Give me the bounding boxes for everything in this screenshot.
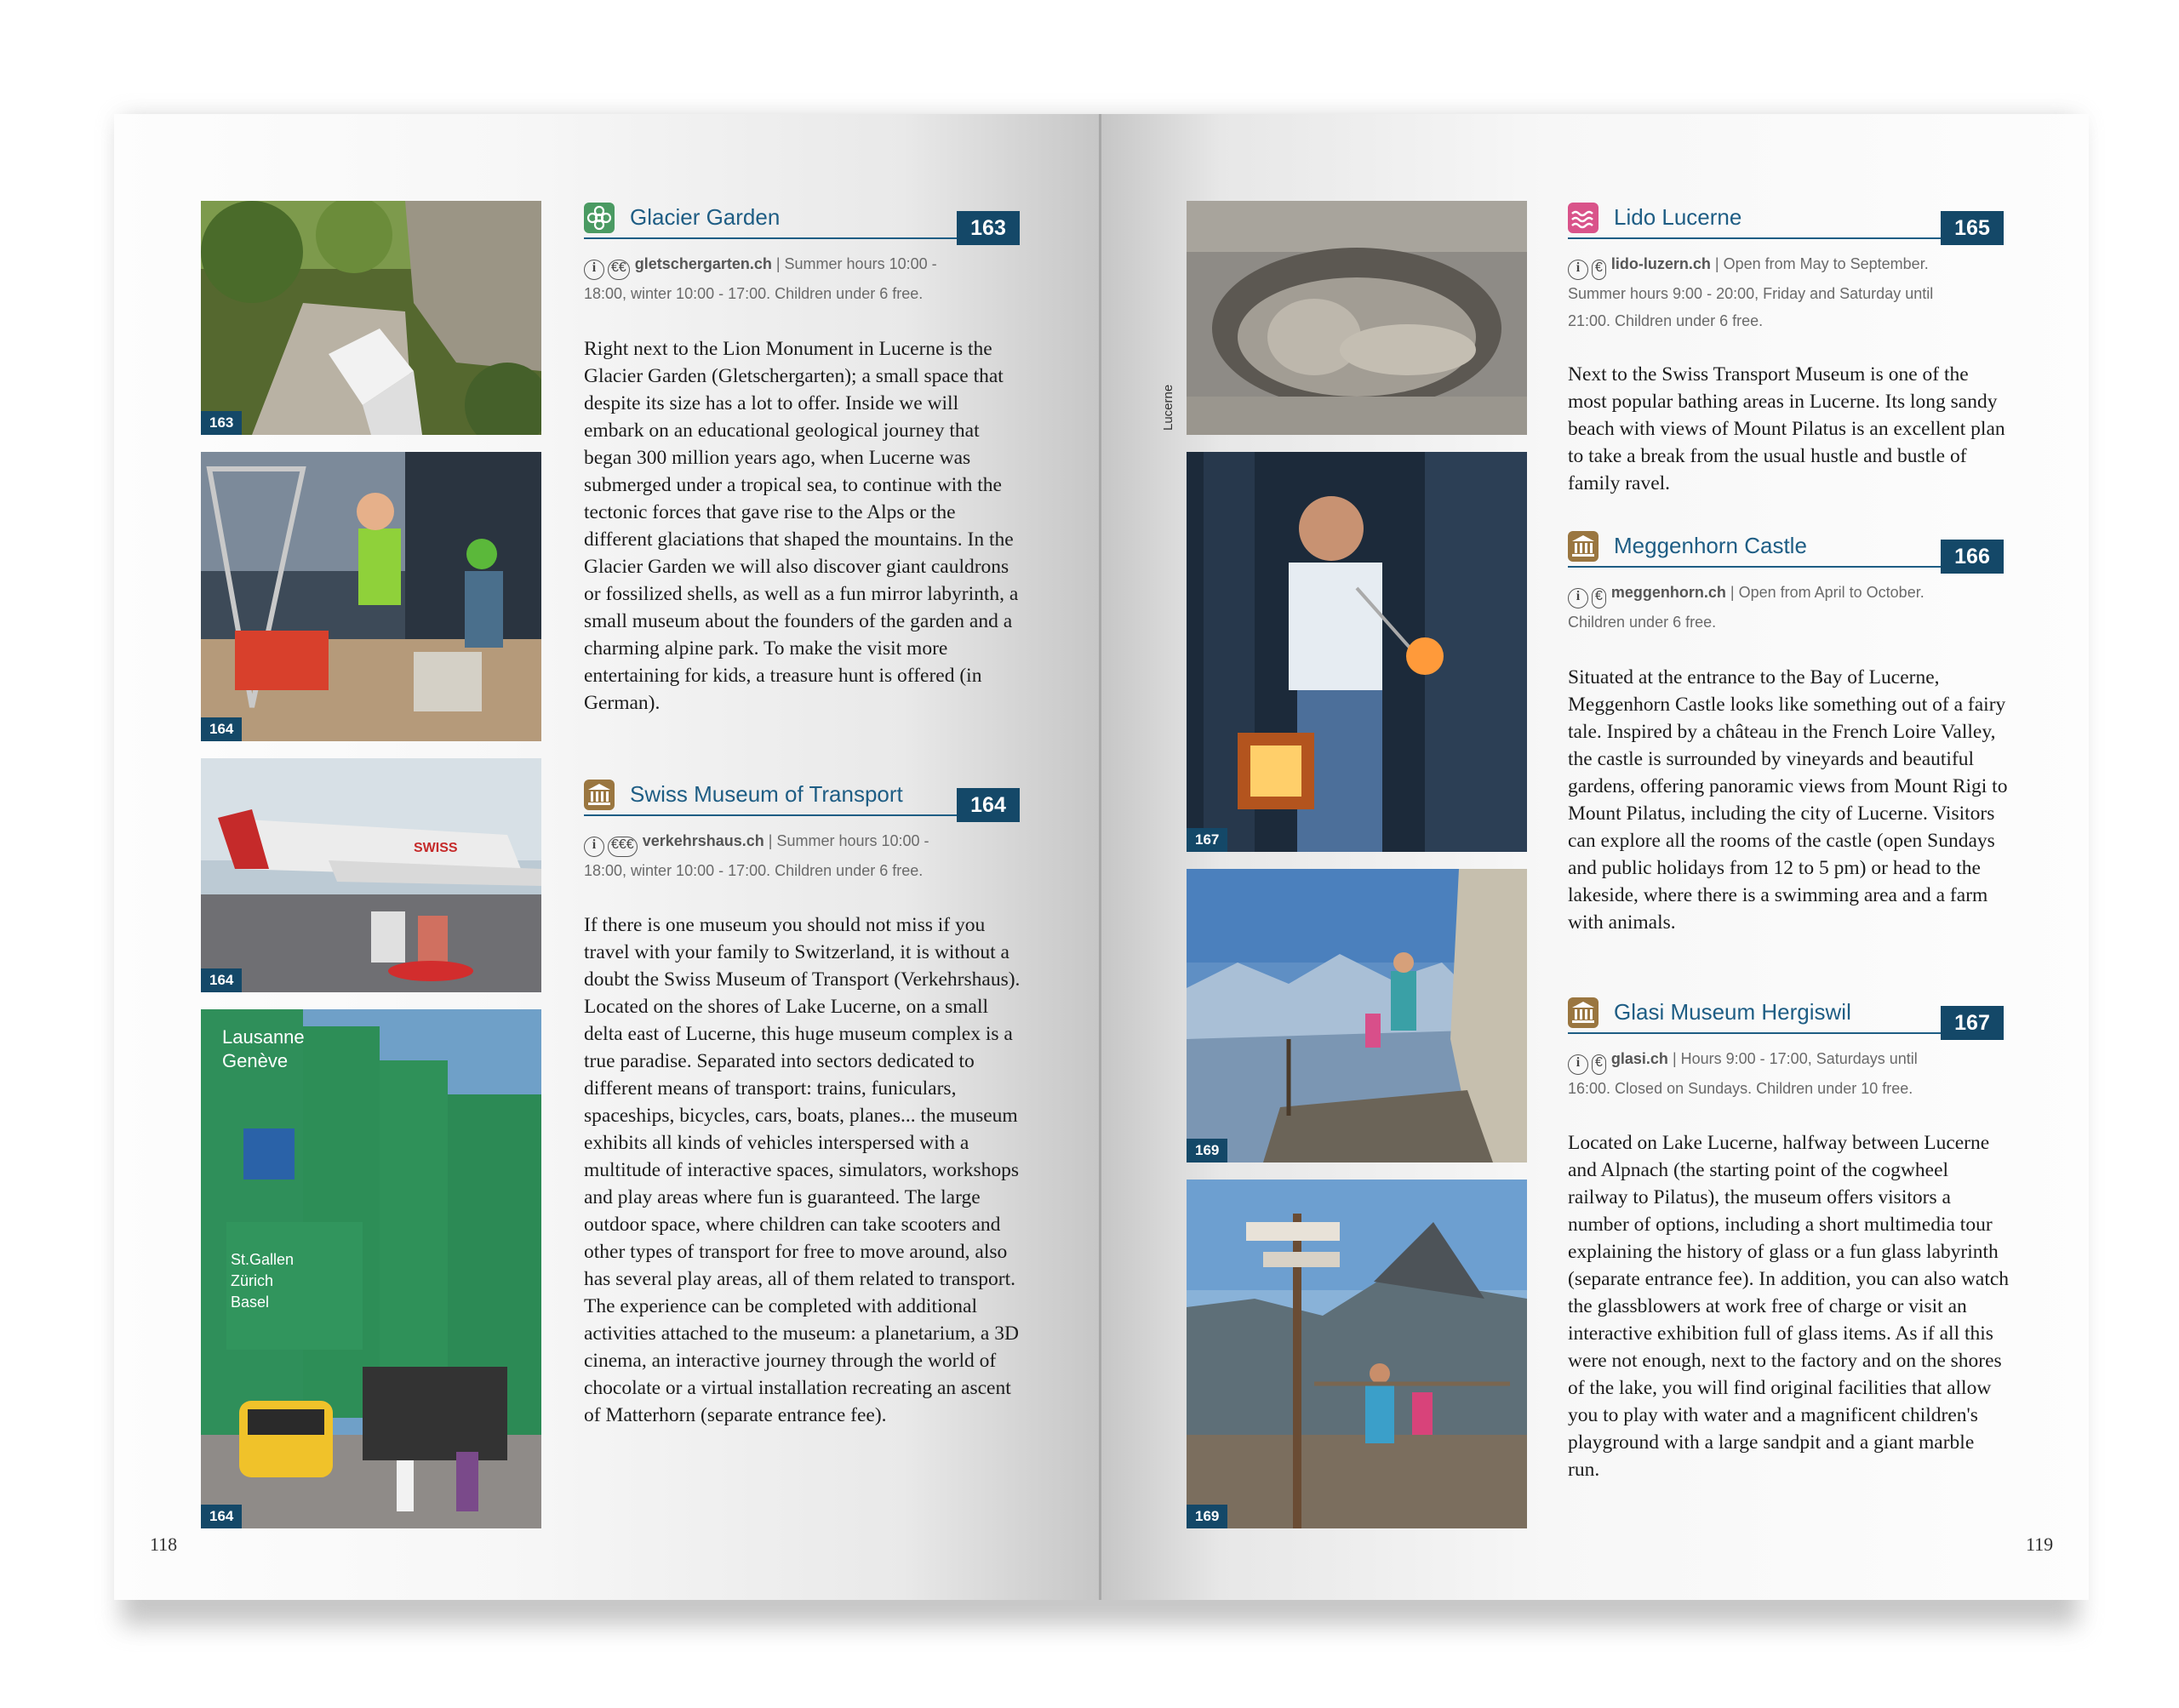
info-icon: i (584, 260, 604, 280)
website-link[interactable]: gletschergarten.ch (634, 255, 772, 272)
photo-number: 169 (1187, 1139, 1227, 1162)
photo-transport-signs (201, 1009, 541, 1528)
running-head: Lucerne (1161, 384, 1175, 431)
photo-transport-airplane (201, 758, 541, 992)
heading-rule (1568, 1032, 2004, 1034)
info-hours-continued: Children under 6 free. (1568, 614, 1717, 631)
flower-icon (584, 203, 615, 233)
photo-lion-monument (1187, 201, 1527, 435)
section-number-badge: 166 (1941, 540, 2004, 574)
right-page (1101, 114, 2089, 1600)
section-title: Swiss Museum of Transport (630, 781, 903, 807)
photo-pilatus-signpost (1187, 1180, 1527, 1528)
section-number-badge: 163 (957, 211, 1020, 245)
photo-number: 164 (201, 717, 242, 741)
photo-number: 163 (201, 411, 242, 435)
heading-rule (1568, 237, 2004, 239)
website-link[interactable]: meggenhorn.ch (1610, 584, 1726, 601)
svg-text:SWISS: SWISS (414, 841, 458, 855)
info-icon: i (1568, 260, 1588, 280)
info-icon: i (1568, 588, 1588, 608)
info-hours-continued: 18:00, winter 10:00 - 17:00. Children under 6 free. (584, 862, 924, 879)
info-hours: | Summer hours 10:00 - (771, 255, 937, 272)
info-hours: | Open from May to September. (1710, 255, 1929, 272)
photo-number: 164 (201, 1505, 242, 1528)
heading-rule (1568, 566, 2004, 568)
photo-glassblower (1187, 452, 1527, 852)
section-info (1568, 579, 2010, 636)
info-hours: | Open from April to October. (1725, 584, 1924, 601)
section-body: If there is one museum you should not miss if you travel with your family to Switzerland, it is without a doubt the Swiss Museum of Transport (Verkehrshaus). Located on the shores of Lake Lucerne, on a small delta east of Lucerne, this huge museum complex is a true paradise. Separated into sectors dedicated to different means of transport: trains, funiculars, spaceships, bicycles, cars, boats, planes... the museum exhibits all kinds of vehicles interspersed with a multitude of interactive spaces, simulators, workshops and play areas where fun is guaranteed. The large outdoor space, where children can take scooters and other types of transport for free to move around, also has several play areas, all of them related to transport. The experience can be completed with additional activities attached to the museum: a planetarium, a 3D cinema, an interactive journey through the world of chocolate or a virtual installation recreating an ascent of Matterhorn (separate entrance fee). (584, 914, 1021, 1426)
price-indicator: €€€ (608, 837, 638, 857)
section-heading-meggenhorn-castle (1568, 528, 2004, 567)
museum-icon (1568, 531, 1599, 562)
section-info (1568, 1045, 2010, 1102)
photo-transport-kids-crane (201, 452, 541, 741)
section-number-badge: 167 (1941, 1006, 2004, 1040)
svg-text:St.Gallen: St.Gallen (231, 1251, 295, 1268)
museum-icon (1568, 997, 1599, 1028)
info-icon: i (584, 837, 604, 857)
svg-text:Lausanne: Lausanne (222, 1026, 305, 1048)
info-hours: | Summer hours 10:00 - (764, 832, 929, 849)
website-link[interactable]: lido-luzern.ch (1610, 255, 1711, 272)
price-indicator: €€ (608, 260, 630, 280)
info-hours-continued: 18:00, winter 10:00 - 17:00. Children under 6 free. (584, 285, 924, 302)
museum-icon (584, 780, 615, 810)
photo-number: 169 (1187, 1505, 1227, 1528)
section-title: Meggenhorn Castle (1614, 533, 1807, 558)
price-indicator: € (1592, 588, 1606, 608)
section-info (1568, 250, 2010, 334)
photo-pilatus-viewpoint (1187, 869, 1527, 1162)
section-info (584, 827, 1027, 884)
svg-text:Basel: Basel (231, 1294, 270, 1311)
website-link[interactable]: verkehrshaus.ch (642, 832, 764, 849)
heading-rule (584, 237, 1020, 239)
section-body: Right next to the Lion Monument in Lucerne is the Glacier Garden (Gletschergarten); a small space that despite its size has a lot to offer. Inside we will embark on an educational geological journey that began 300 million years ago, when Lucerne was submerged under a tropical sea, to continue with the tectonic forces that gave rise to the Alps or the different glaciations that shaped the mountains. In the Glacier Garden we will also discover giant cauldrons or fossilized shells, as well as a fun mirror labyrinth, a small museum about the founders of the garden and a charming alpine park. To make the visit more entertaining for kids, a treasure hunt is offered (in German). (584, 338, 1019, 714)
section-body: Situated at the entrance to the Bay of Lucerne, Meggenhorn Castle looks like something out of a fairy tale. Inspired by a château in the French Loire Valley, the castle is surrounded by vineyards and beautiful gardens, offering panoramic views from Mount Rigi to Mount Pilatus, including the city of Lucerne. Visitors can explore all the rooms of the castle (open Sundays and public holidays from 12 to 5 pm) or head to the lakeside, where there is a swimming area and a farm with animals. (1568, 666, 2008, 934)
website-link[interactable]: glasi.ch (1610, 1050, 1668, 1067)
info-hours-continued: Summer hours 9:00 - 20:00, Friday and Saturday until (1568, 285, 1934, 302)
price-indicator: € (1592, 260, 1606, 280)
swimming-icon (1568, 203, 1599, 233)
photo-number: 167 (1187, 828, 1227, 852)
section-number-badge: 164 (957, 788, 1020, 822)
svg-text:Zürich: Zürich (231, 1272, 274, 1289)
info-hours-continued: 16:00. Closed on Sundays. Children under 10 free. (1568, 1080, 1913, 1097)
info-hours-continued: 21:00. Children under 6 free. (1568, 312, 1764, 329)
section-heading-swiss-museum-of-transport (584, 776, 1020, 815)
info-icon: i (1568, 1054, 1588, 1075)
heading-rule (584, 814, 1020, 816)
section-heading-glacier-garden (584, 199, 1020, 238)
section-number-badge: 165 (1941, 211, 2004, 245)
section-title: Glacier Garden (630, 204, 781, 230)
section-heading-lido-lucerne (1568, 199, 2004, 238)
price-indicator: € (1592, 1054, 1606, 1075)
svg-text:Genève: Genève (222, 1050, 289, 1071)
section-title: Glasi Museum Hergiswil (1614, 999, 1851, 1025)
section-body: Next to the Swiss Transport Museum is one of the most popular bathing areas in Lucerne. Its long sandy beach with views of Mount Pilatus is an excellent plan to take a break from the usual hustle and bustle of family ravel. (1568, 363, 2005, 494)
info-hours: | Hours 9:00 - 17:00, Saturdays until (1667, 1050, 1918, 1067)
page-number: 118 (150, 1534, 178, 1555)
section-info (584, 250, 1027, 307)
photo-glacier-garden (201, 201, 541, 435)
section-body: Located on Lake Lucerne, halfway between Lucerne and Alpnach (the starting point of the cogwheel railway to Pilatus), the museum offers visitors a number of options, including a short multimedia tour explaining the history of glass or a fun glass labyrinth (separate entrance fee). In addition, you can also watch the glassblowers at work free of charge or visit an interactive exhibition full of glass items. As if all this were not enough, next to the factory and on the shores of the lake, you will find original facilities that allow you to play with water and a magnificent children's playground with a large sandpit and a giant marble run. (1568, 1132, 2010, 1481)
photo-number: 164 (201, 968, 242, 992)
page-number: 119 (2026, 1534, 2054, 1555)
section-heading-glasi-museum-hergiswil (1568, 994, 2004, 1033)
section-title: Lido Lucerne (1614, 204, 1742, 230)
left-page (114, 114, 1101, 1600)
